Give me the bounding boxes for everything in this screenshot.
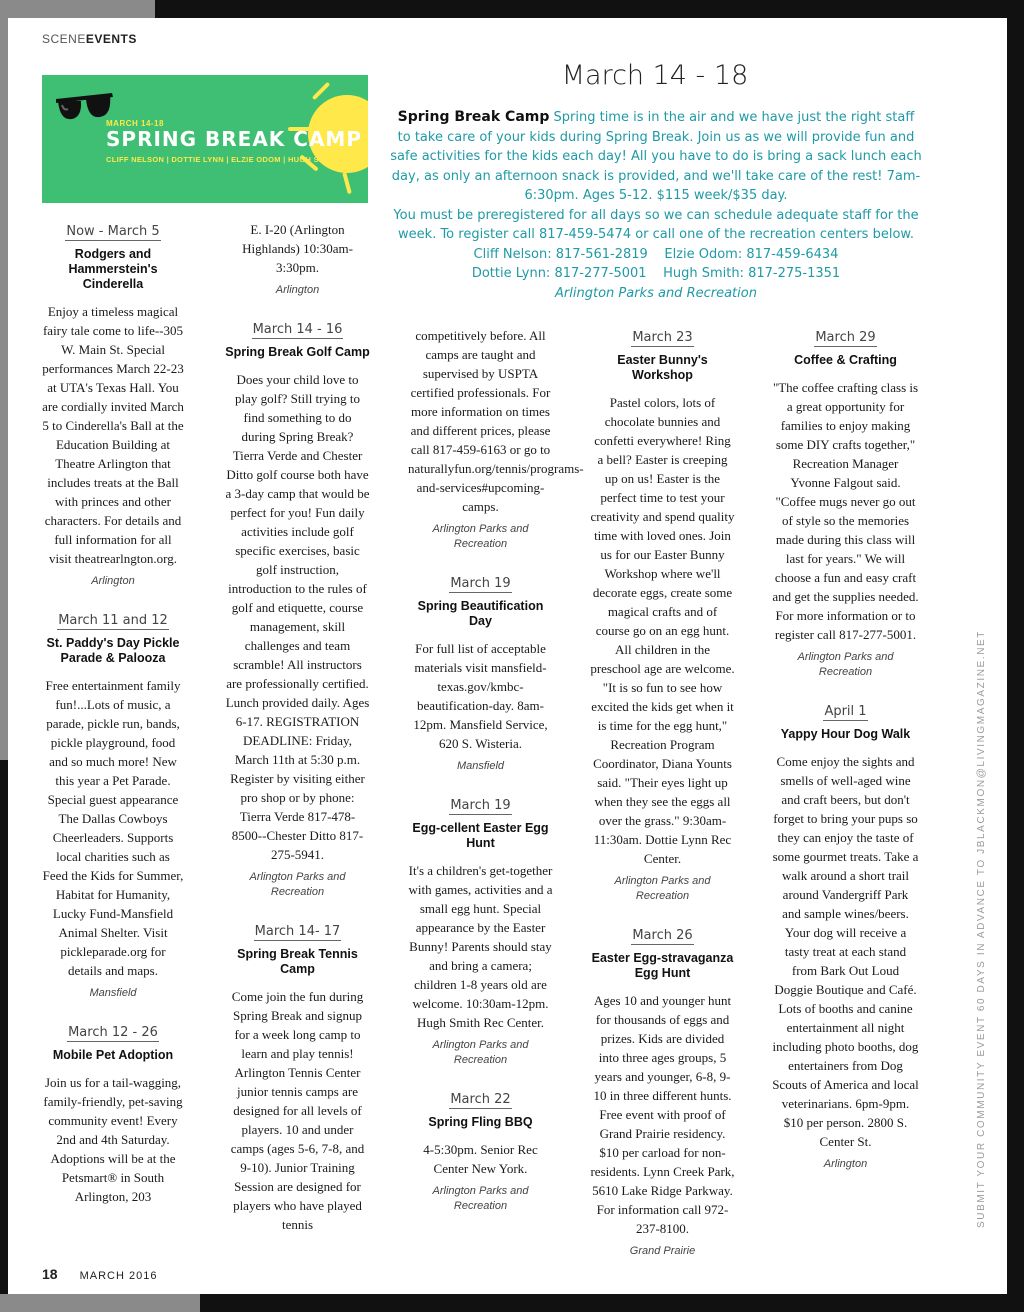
frame-top-grey — [0, 0, 155, 18]
event-title: Coffee & Crafting — [794, 353, 897, 367]
spring-break-banner — [42, 75, 368, 203]
event-source: Mansfield — [456, 760, 505, 772]
event-source: Mansfield — [89, 987, 137, 999]
submission-sidebar: SUBMIT YOUR COMMUNITY EVENT 60 DAYS IN ADVANCE TO JBLACKMON@LIVINGMAGAZINE.NET — [976, 629, 987, 1228]
event-date: Now - March 5 — [66, 224, 160, 239]
event-description: It's a children's get-together with games, activities and a small egg hunt. Special appearance by the Easter Bunny! Parents should stay and bring a camera; children 1-8 years old are welcome. 10:30am-12pm. Hugh Smith Rec Center. — [408, 863, 553, 1030]
banner-title: SPRING BREAK CAMP — [106, 127, 362, 151]
frame-top — [155, 0, 1024, 18]
banner-dates: MARCH 14-18 — [106, 119, 164, 128]
event-title: Spring Break Tennis Camp — [237, 947, 358, 976]
issue-month: MARCH 2016 — [79, 1270, 158, 1282]
event-source: Arlington — [91, 575, 135, 587]
feature-paragraph-1 — [390, 108, 922, 206]
event-description: Free entertainment family fun!...Lots of music, a parade, pickle run, bands, pickle playground, food and so much more! New this year a Pet Parade. Special guest appearance The Dallas Cowboys Cheerleaders. Supports local charities such as Feed the Kids for Summer, Habitat for Humanity, Lucky Fund-Mansfield Animal Shelter. Visit pickleparade.org for details and maps. — [42, 678, 184, 978]
event-block — [590, 924, 735, 1259]
event-date: March 19 — [450, 798, 511, 813]
feature-date: March 14 - 18 — [561, 60, 749, 91]
event-date: March 26 — [632, 928, 693, 943]
event-source: Arlington — [823, 1158, 868, 1170]
event-block — [408, 572, 553, 774]
event-title: Easter Egg-stravaganza Egg Hunt — [591, 951, 734, 980]
event-block — [408, 326, 584, 552]
event-block — [225, 318, 370, 900]
feature-contacts-1: Cliff Nelson: 817-561-2819 Elzie Odom: 817-459-6434 — [473, 246, 839, 262]
frame-left-dark — [0, 760, 8, 1312]
feature-title: Spring Break Camp — [397, 109, 550, 125]
feature-contacts-2: Dottie Lynn: 817-277-5001 Hugh Smith: 817-275-1351 — [471, 266, 841, 281]
event-block — [42, 1021, 184, 1206]
event-description: competitively before. All camps are taught and supervised by USPTA certified professionals. For more information on times and different prices, please call 817-459-6163 or go to naturallyfun.org/tennis/programs-and-services#upcoming-camps. — [408, 328, 584, 514]
events-column-4 — [590, 326, 735, 1279]
event-source: Arlington Parks and Recreation — [432, 1039, 529, 1066]
event-description: For full list of acceptable materials visit mansfield-texas.gov/kmbc-beautification-day. 8am-12pm. Mansfield Service, 620 S. Wisteria. — [413, 641, 548, 751]
event-description: Enjoy a timeless magical fairy tale come to life--305 W. Main St. Special performances March 22-23 at UTA's Texas Hall. You are cordially invited March 5 to Cinderella's Ball at the Education Building at Theatre Arlington that includes treats at the Ball with princes and other characters. For details and full information for all visit theatrearlngton.org. — [42, 304, 184, 566]
event-description: 4-5:30pm. Senior Rec Center New York. — [423, 1142, 538, 1176]
event-title: Yappy Hour Dog Walk — [780, 727, 911, 741]
events-column-1 — [42, 220, 184, 1206]
event-block — [408, 1088, 553, 1214]
event-source: Arlington Parks and Recreation — [614, 875, 711, 902]
event-title: Rodgers and Hammerstein's Cinderella — [68, 247, 158, 291]
event-source: Arlington Parks and Recreation — [432, 523, 529, 550]
event-source: Arlington Parks and Recreation — [797, 651, 894, 678]
event-block — [772, 700, 919, 1172]
event-date: March 12 - 26 — [68, 1025, 158, 1040]
events-column-5 — [772, 326, 919, 1192]
event-date: March 19 — [450, 576, 511, 591]
event-source: Arlington Parks and Recreation — [432, 1185, 529, 1212]
event-title: Spring Fling BBQ — [428, 1115, 533, 1129]
event-source: Arlington — [275, 284, 320, 296]
event-title: Easter Bunny's Workshop — [617, 353, 708, 382]
event-title: Egg-cellent Easter Egg Hunt — [412, 821, 549, 850]
event-date: March 14 - 16 — [252, 322, 343, 337]
event-description: Ages 10 and younger hunt for thousands of eggs and prizes. Kids are divided into three ages groups, 5 years and younger, 6-8, 9-10 in three different hunts. Free event with proof of Grand Prairie residency. $10 per carload for non-residents. Lynn Creek Park, 5610 Lake Ridge Parkway. For information call 972-237-8100. — [590, 993, 735, 1236]
feature-body: Spring time is in the air and we have just the right staff to take care of your kids during Spring Break. Join us as we will provide fun and safe activities for the kids each day! All you have to do is bring a sack lunch each day, as only an afternoon snack is provided, and we'll take care of the rest! 7am-6:30pm. Ages 5-12. $115 week/$35 day. — [390, 110, 922, 203]
event-block — [590, 326, 735, 904]
frame-bottom-grey — [0, 1294, 200, 1312]
events-column-3 — [408, 326, 584, 1234]
section-scene: SCENE — [42, 32, 86, 46]
event-description: "The coffee crafting class is a great opportunity for families to enjoy making some DIY crafts together," Recreation Manager Yvonne Falgout said. "Coffee mugs never go out of style so the memories made during this class will last for years." We will choose a fun and easy craft and get the supplies needed. For more information or to register call 817-277-5001. — [772, 380, 919, 642]
event-title: Spring Beautification Day — [417, 599, 544, 628]
event-block — [772, 326, 919, 680]
frame-right — [1007, 0, 1024, 1312]
feature-source: Arlington Parks and Recreation — [555, 285, 757, 301]
event-block — [408, 794, 553, 1068]
event-date: March 14- 17 — [254, 924, 341, 939]
events-column-2 — [225, 220, 370, 1234]
feature-article — [390, 108, 922, 303]
event-description: Come enjoy the sights and smells of well-aged wine and craft beers, but don't forget to bring your pups so they can enjoy the taste of some gourmet treats. Take a walk around a short trail around Vandergriff Park and sample wines/beers. Your dog will receive a tasty treat at each stand from Bark Out Loud Doggie Boutique and Café. Lots of booths and canine entertainment all night including photo booths, dog entertainers from Dog Scouts of America and local veterinarians. 6pm-9pm. $10 per person. 2800 S. Center St. — [772, 754, 919, 1149]
event-source: Arlington Parks and Recreation — [249, 871, 346, 898]
event-title: Spring Break Golf Camp — [225, 345, 370, 359]
event-description: Pastel colors, lots of chocolate bunnies and confetti everywhere! Ring a bell? Easter is creeping up on us! Easter is the perfect time to test your creativity and spend quality time with loved ones. Join us for our Easter Bunny Workshop where we'll decorate eggs, create some magical crafts and of course go on an egg hunt. All children in the preschool age are welcome. "It is so fun to see how excited the kids get when it is time for the egg hunt," Recreation Program Coordinator, Diana Younts said. "Their eyes light up when they see the eggs all over the grass." 9:30am-11:30am. Dottie Lynn Rec Center. — [590, 395, 735, 866]
section-events: EVENTS — [85, 32, 137, 46]
event-title: St. Paddy's Day Pickle Parade & Palooza — [46, 636, 180, 665]
event-description: Come join the fun during Spring Break and signup for a week long camp to learn and play tennis! Arlington Tennis Center junior tennis camps are designed for all levels of players. 10 and under camps (ages 5-6, 7-8, and 9-10). Junior Training Session are designed for players who have played tennis — [230, 989, 365, 1232]
event-block — [42, 220, 184, 589]
banner-names: CLIFF NELSON | DOTTIE LYNN | ELZIE ODOM | HUGH SMITH — [106, 155, 339, 164]
event-date: March 11 and 12 — [58, 613, 168, 628]
feature-paragraph-2: You must be preregistered for all days so we can schedule adequate staff for the week. To register call 817-459-5474 or call one of the recreation centers below. — [393, 207, 919, 242]
sun-ray — [342, 172, 352, 194]
event-date: April 1 — [824, 704, 867, 719]
event-description: Join us for a tail-wagging, family-friendly, pet-saving community event! Every 2nd and 4th Saturday. Adoptions will be at the Petsmart® in South Arlington, 203 — [43, 1075, 183, 1204]
event-description: E. I-20 (Arlington Highlands) 10:30am-3:30pm. — [242, 222, 353, 275]
event-source: Grand Prairie — [629, 1245, 696, 1257]
event-title: Mobile Pet Adoption — [52, 1048, 174, 1062]
event-block — [225, 220, 370, 298]
event-date: March 23 — [632, 330, 693, 345]
event-date: March 29 — [815, 330, 876, 345]
event-description: Does your child love to play golf? Still trying to find something to do during Spring Break? Tierra Verde and Chester Ditto golf course both have a 3-day camp that would be perfect for you! Fun daily activities include golf specific exercises, basic golf instruction, introduction to the rules of golf and etiquette, course management, skill challenges and team scramble! All instructors are professionally certified. Lunch provided daily. Ages 6-17. REGISTRATION DEADLINE: Friday, March 11th at 5:30 p.m. Register by visiting either pro shop or by phone: Tierra Verde 817-478-8500--Chester Ditto 817- 275-5941. — [225, 372, 370, 862]
page-number: 18 — [42, 1266, 58, 1282]
event-date: March 22 — [450, 1092, 511, 1107]
page-footer — [42, 1266, 157, 1284]
event-block — [42, 609, 184, 1001]
section-header — [42, 32, 137, 46]
event-block — [225, 920, 370, 1234]
